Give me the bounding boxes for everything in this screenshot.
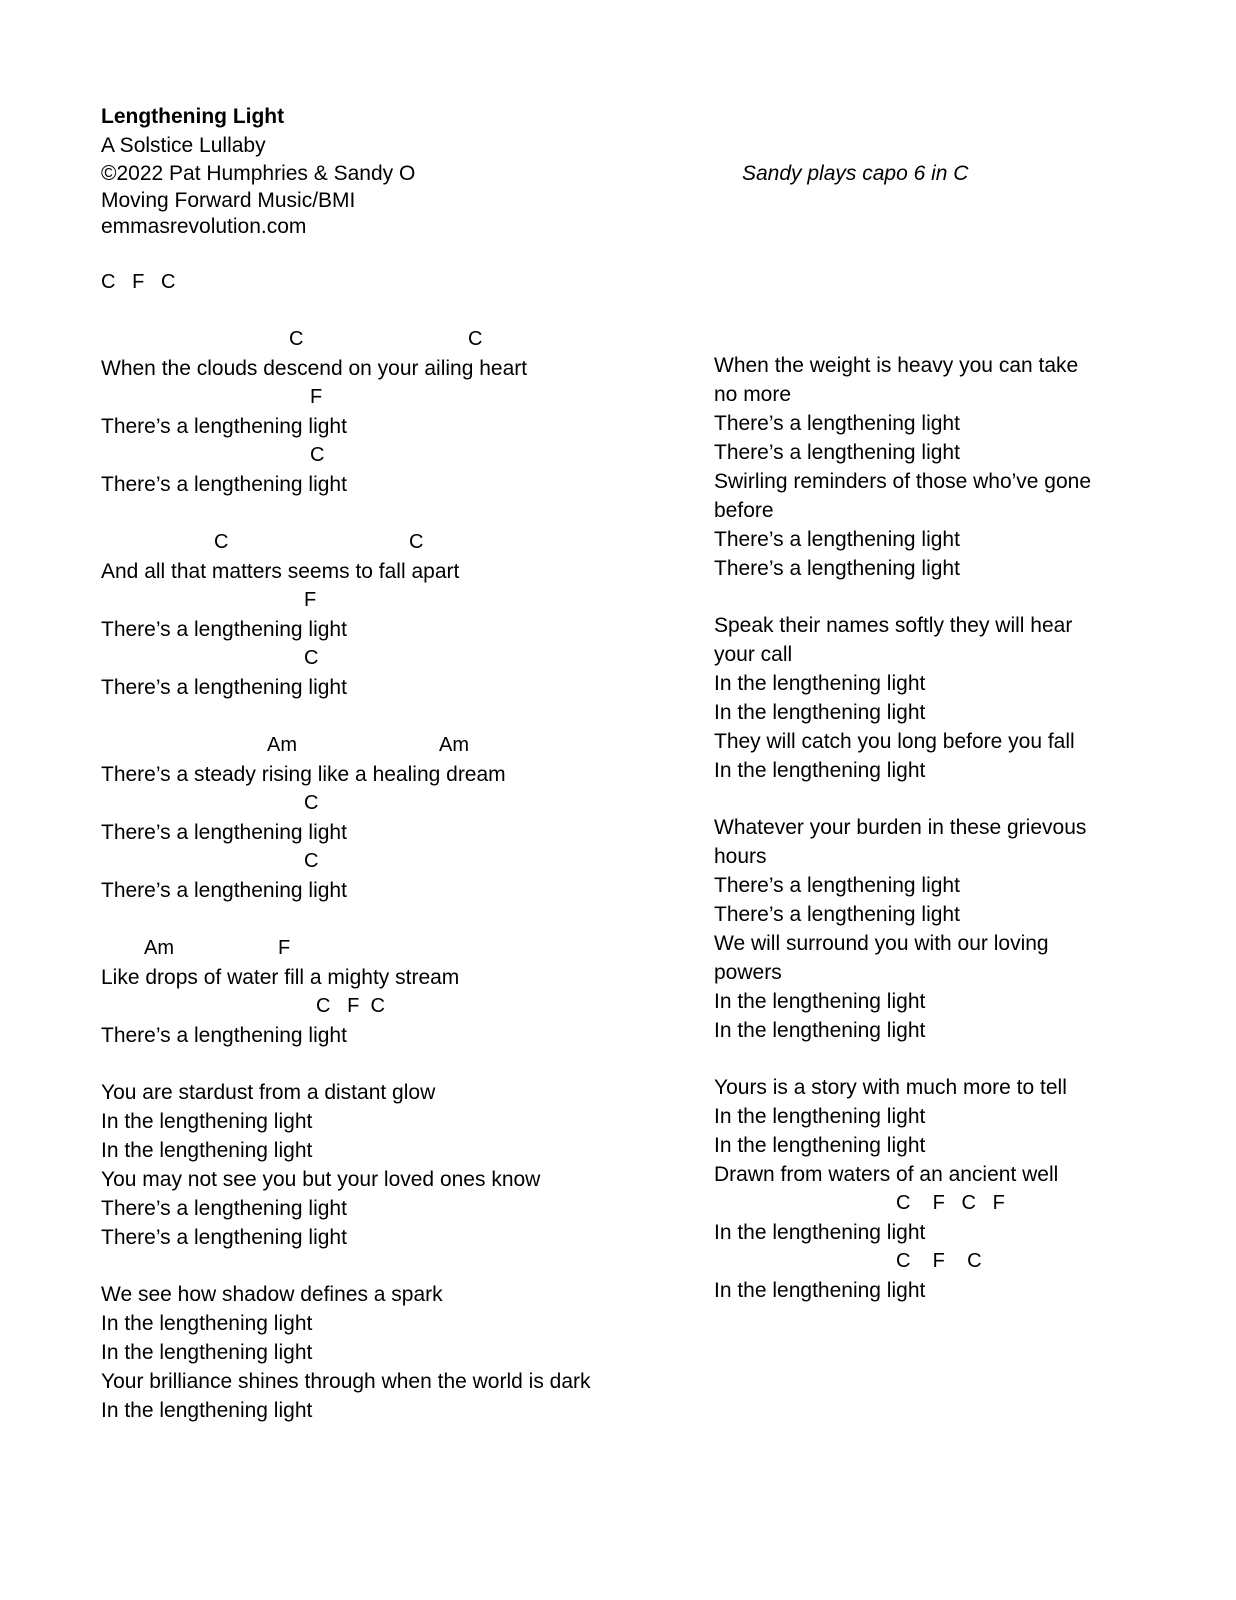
lyric-line: You are stardust from a distant glow [101, 1081, 436, 1104]
lyric-line: hours [714, 845, 767, 868]
lyric-line: There’s a lengthening light [714, 874, 960, 897]
chord: F [310, 386, 323, 408]
lyric-line: There’s a lengthening light [101, 1197, 347, 1220]
song-subtitle: A Solstice Lullaby [101, 134, 266, 157]
lyric-line: When the clouds descend on your ailing heart [101, 357, 528, 380]
publisher-line: Moving Forward Music/BMI [101, 189, 356, 212]
lyric-line: There’s a steady rising like a healing dream [101, 763, 506, 786]
lyric-line: In the lengthening light [714, 990, 926, 1013]
chord: C F C F [896, 1192, 1005, 1214]
chord: C [304, 792, 319, 814]
lyric-line: In the lengthening light [101, 1139, 313, 1162]
lyric-line: In the lengthening light [714, 672, 926, 695]
lyric-line: In the lengthening light [714, 701, 926, 724]
lyric-line: There’s a lengthening light [101, 1024, 347, 1047]
lyric-line: There’s a lengthening light [714, 903, 960, 926]
lyric-line: In the lengthening light [714, 1134, 926, 1157]
lyric-line: In the lengthening light [101, 1399, 313, 1422]
lyric-line: There’s a lengthening light [714, 412, 960, 435]
lyric-line: We will surround you with our loving [714, 932, 1049, 955]
lyric-line: In the lengthening light [101, 1110, 313, 1133]
lyric-line: There’s a lengthening light [101, 618, 347, 641]
lyric-line: before [714, 499, 774, 522]
lyric-line: And all that matters seems to fall apart [101, 560, 460, 583]
chord: Am [267, 734, 297, 756]
lyric-line: There’s a lengthening light [101, 1226, 347, 1249]
chord: C F C [316, 995, 385, 1017]
lyric-line: There’s a lengthening light [101, 473, 347, 496]
lyric-line: your call [714, 643, 793, 666]
capo-note: Sandy plays capo 6 in C [742, 162, 969, 185]
lyric-line: There’s a lengthening light [714, 557, 960, 580]
lyric-line: In the lengthening light [101, 1341, 313, 1364]
lyric-line: no more [714, 383, 792, 406]
lyric-line: When the weight is heavy you can take [714, 354, 1079, 377]
lyric-line: In the lengthening light [101, 1312, 313, 1335]
lyric-line: powers [714, 961, 782, 984]
chord: Am [439, 734, 469, 756]
lyric-line: Your brilliance shines through when the world is dark [101, 1370, 591, 1393]
lyric-line: There’s a lengthening light [101, 415, 347, 438]
lyric-line: They will catch you long before you fall [714, 730, 1075, 753]
lyric-line: There’s a lengthening light [101, 676, 347, 699]
chord: C F C [896, 1250, 982, 1272]
lyric-line: Drawn from waters of an ancient well [714, 1163, 1059, 1186]
chord: F [304, 589, 317, 611]
lyric-line: In the lengthening light [714, 1221, 926, 1244]
lyric-line: Yours is a story with much more to tell [714, 1076, 1067, 1099]
lyric-line: You may not see you but your loved ones know [101, 1168, 541, 1191]
lyric-line: In the lengthening light [714, 1019, 926, 1042]
copyright-line: ©2022 Pat Humphries & Sandy O [101, 162, 416, 185]
website-line: emmasrevolution.com [101, 215, 307, 238]
song-title: Lengthening Light [101, 105, 285, 128]
lyric-line: There’s a lengthening light [714, 441, 960, 464]
chord: C [289, 328, 304, 350]
lyric-line: Speak their names softly they will hear [714, 614, 1073, 637]
chord: C [409, 531, 424, 553]
chord: C [310, 444, 325, 466]
chord: C [304, 850, 319, 872]
lyric-line: We see how shadow defines a spark [101, 1283, 443, 1306]
lyric-line: In the lengthening light [714, 1105, 926, 1128]
lyric-line: There’s a lengthening light [101, 879, 347, 902]
lyric-line: There’s a lengthening light [714, 528, 960, 551]
lyric-line: There’s a lengthening light [101, 821, 347, 844]
intro-chords: C F C [101, 271, 176, 293]
chord: C [214, 531, 229, 553]
lyric-line: In the lengthening light [714, 1279, 926, 1302]
chord: Am [144, 937, 174, 959]
lyric-line: Swirling reminders of those who’ve gone [714, 470, 1092, 493]
chord: C [468, 328, 483, 350]
lyric-line: Like drops of water fill a mighty stream [101, 966, 460, 989]
lyric-line: Whatever your burden in these grievous [714, 816, 1087, 839]
lyric-line: In the lengthening light [714, 759, 926, 782]
chord: C [304, 647, 319, 669]
chord: F [278, 937, 291, 959]
